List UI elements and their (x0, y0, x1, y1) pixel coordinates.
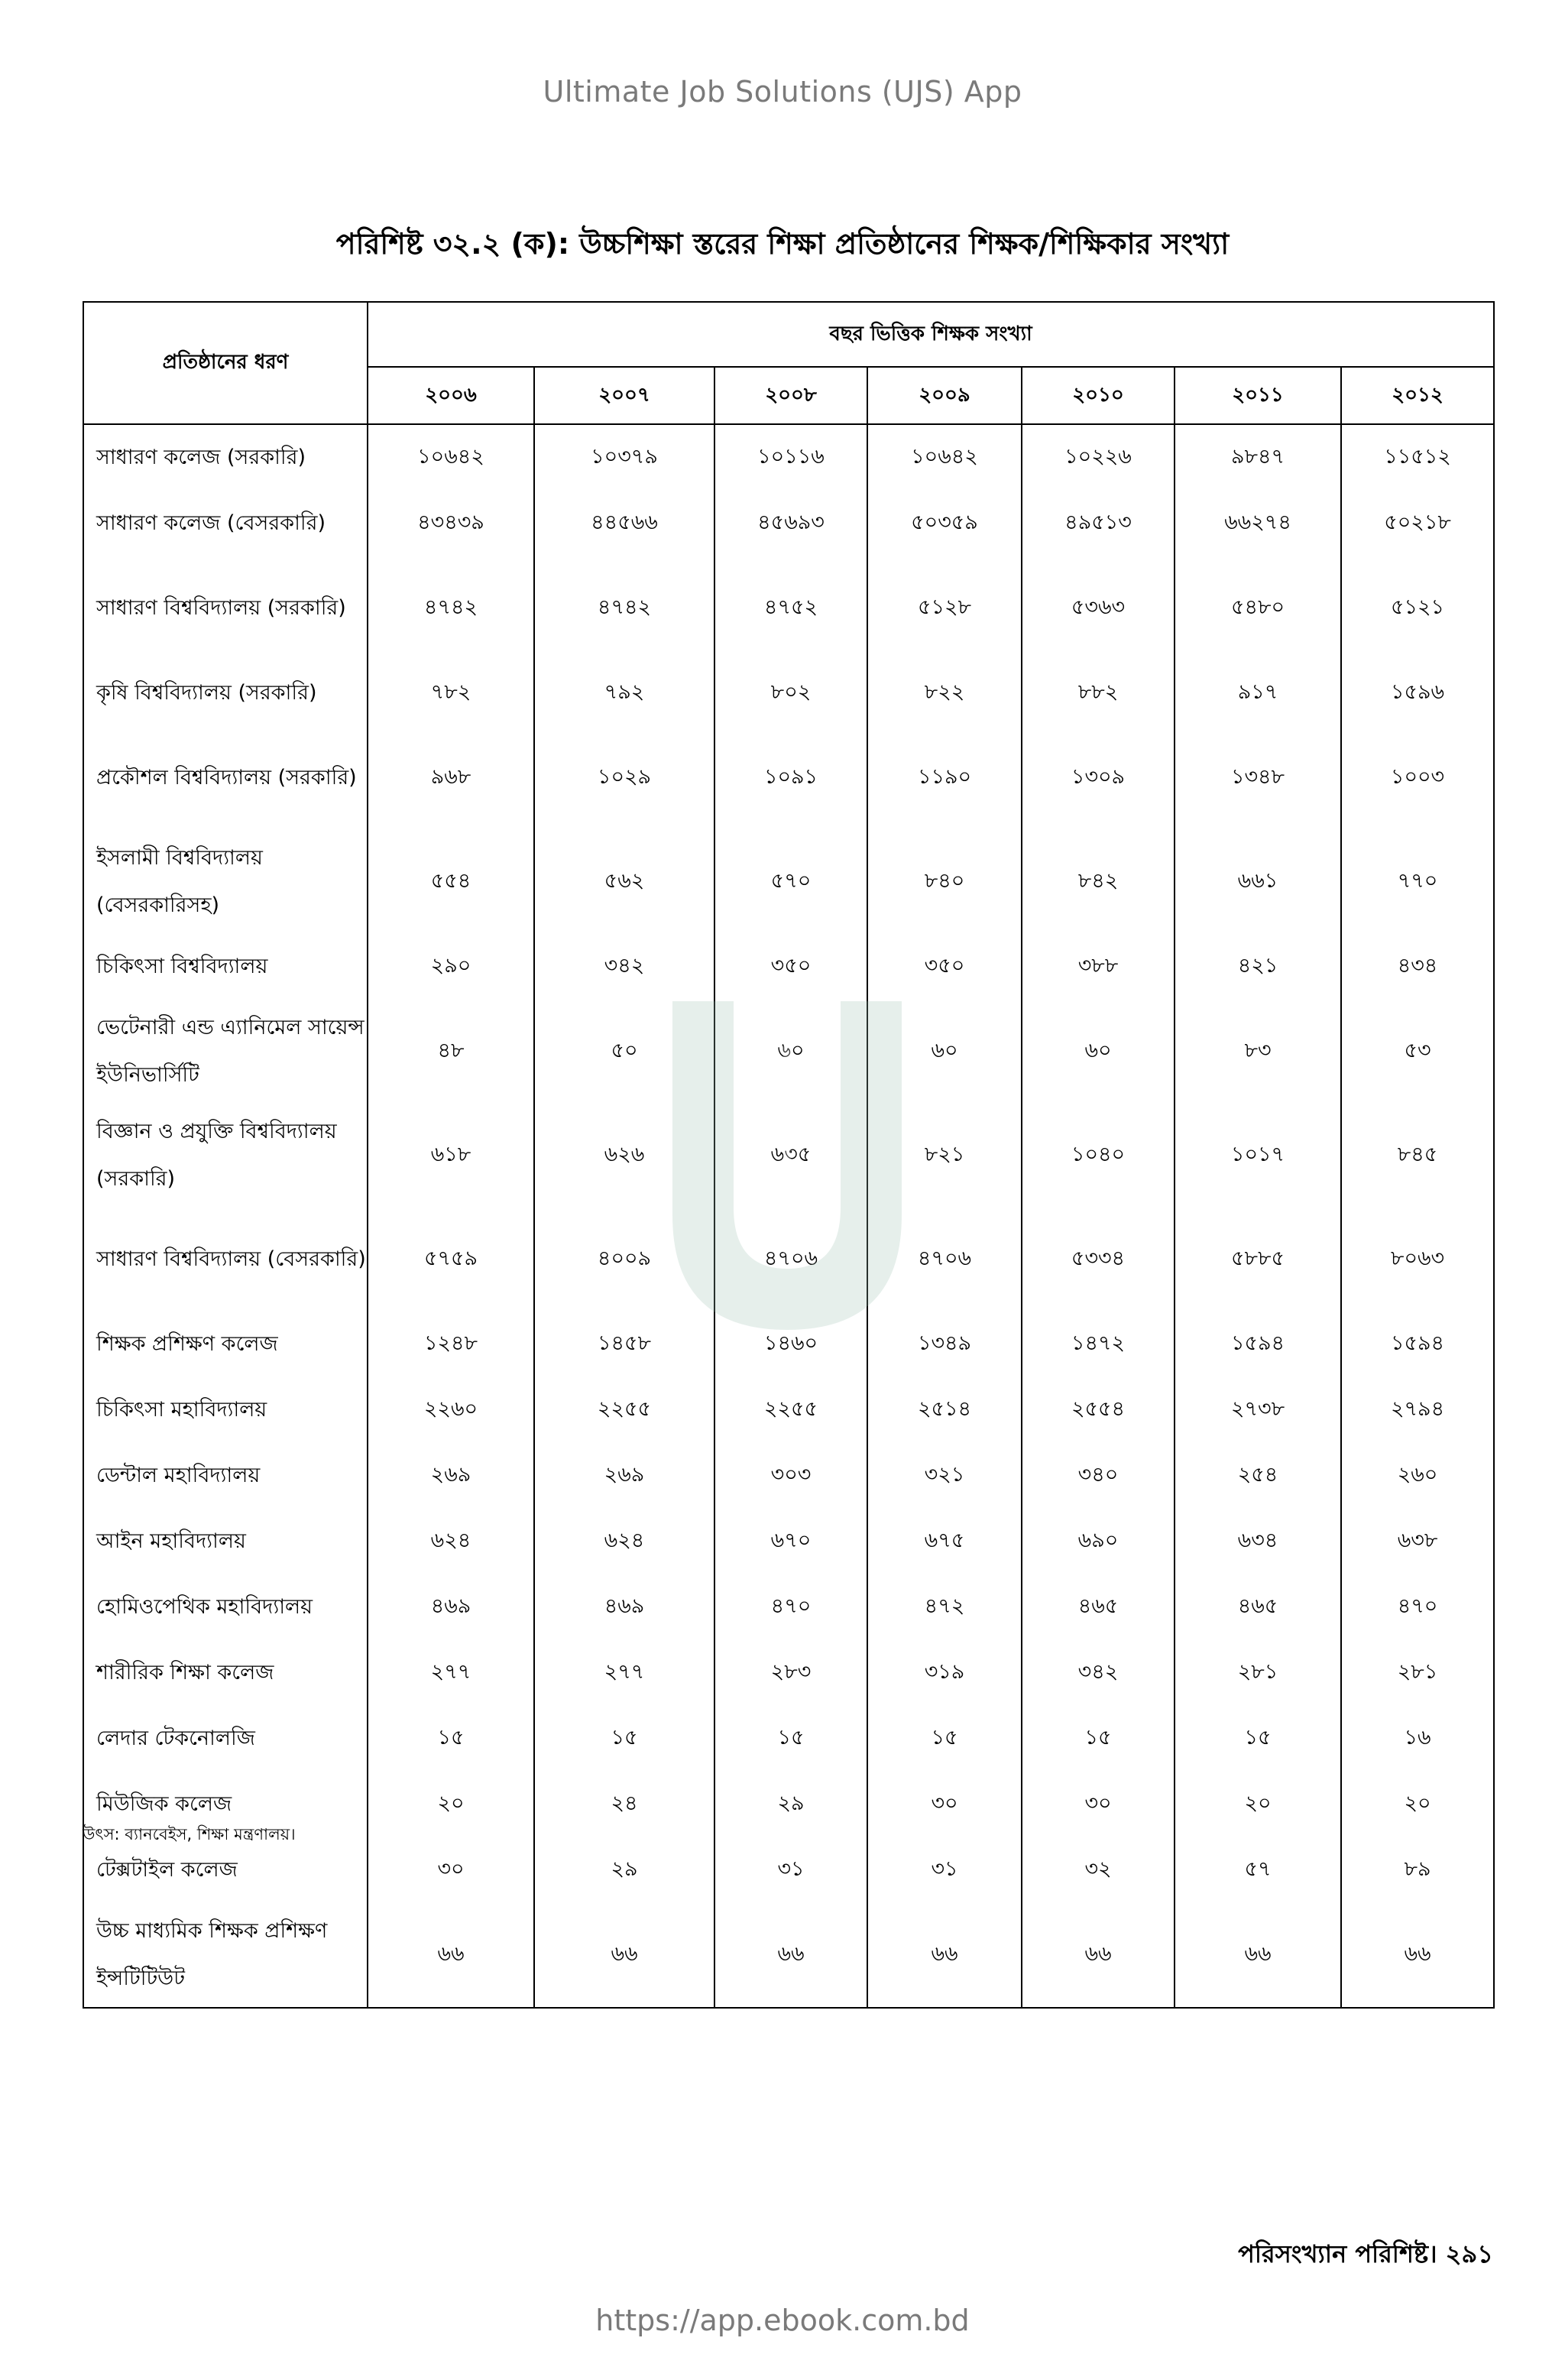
teacher-count-cell: ৪৭০৬ (867, 1208, 1022, 1312)
teacher-count-cell: ৫৭৫৯ (368, 1208, 534, 1312)
teacher-count-cell: ৪৭২ (867, 1574, 1022, 1640)
teacher-count-cell: ৪৪৫৬৬ (534, 491, 714, 556)
teacher-count-cell: ৩০৩ (714, 1443, 867, 1509)
teacher-count-cell: ৪৬৫ (1022, 1574, 1175, 1640)
teacher-count-cell: ৩১৯ (867, 1640, 1022, 1706)
table-row (83, 1706, 1494, 1772)
teacher-count-cell: ৬০ (867, 1000, 1022, 1104)
institution-name: ভেটেনারী এন্ড এ্যানিমেল সায়েন্স ইউনিভার্সিটি (83, 1000, 368, 1104)
institution-name: উচ্চ মাধ্যমিক শিক্ষক প্রশিক্ষণ ইন্সটিটিউট (83, 1903, 368, 2008)
table-row (83, 726, 1494, 830)
teacher-count-cell: ৮৮২ (1022, 660, 1175, 726)
teacher-count-cell: ৩০ (1022, 1772, 1175, 1837)
teacher-count-cell: ২৮১ (1175, 1640, 1341, 1706)
teacher-count-cell: ৩০ (368, 1837, 534, 1903)
teacher-count-cell: ৬৭০ (714, 1509, 867, 1574)
teacher-count-cell: ৬৬ (1022, 1903, 1175, 2008)
teacher-count-cell: ৯১৭ (1175, 660, 1341, 726)
teacher-count-cell: ৭৮২ (368, 660, 534, 726)
teacher-count-cell: ৫১২৮ (867, 556, 1022, 660)
teacher-count-cell: ৬৬ (714, 1903, 867, 2008)
teacher-count-cell: ৮০২ (714, 660, 867, 726)
year-header: ২০১২ (1341, 367, 1494, 424)
teacher-count-cell: ২০ (1175, 1772, 1341, 1837)
teacher-count-cell: ৩১ (867, 1837, 1022, 1903)
table-row (83, 1377, 1494, 1443)
institution-name: হোমিওপেথিক মহাবিদ্যালয় (83, 1574, 368, 1640)
teacher-count-cell: ২৭৩৮ (1175, 1377, 1341, 1443)
teacher-count-cell: ৬৬ (368, 1903, 534, 2008)
teacher-count-cell: ১১৫১২ (1341, 424, 1494, 491)
table-row (83, 1903, 1494, 2008)
teacher-count-cell: ৩৪২ (534, 934, 714, 1000)
institution-name: আইন মহাবিদ্যালয় (83, 1509, 368, 1574)
teacher-count-cell: ৬৯০ (1022, 1509, 1175, 1574)
teacher-count-cell: ৪০০৯ (534, 1208, 714, 1312)
institution-name: বিজ্ঞান ও প্রযুক্তি বিশ্ববিদ্যালয় (সরকারি) (83, 1104, 368, 1208)
table-row (83, 1208, 1494, 1312)
teacher-count-cell: ৬৬২৭৪ (1175, 491, 1341, 556)
teacher-count-cell: ৬৬ (1341, 1903, 1494, 2008)
teacher-count-cell: ৬৬ (1175, 1903, 1341, 2008)
teacher-count-cell: ৮২২ (867, 660, 1022, 726)
teacher-count-cell: ৬৭৫ (867, 1509, 1022, 1574)
teacher-count-cell: ৪৭৪২ (368, 556, 534, 660)
teacher-count-cell: ৮৪২ (1022, 830, 1175, 934)
teacher-count-cell: ৪৩৪ (1341, 934, 1494, 1000)
teacher-count-cell: ১২৪৮ (368, 1312, 534, 1377)
teacher-count-cell: ১৫৯৬ (1341, 660, 1494, 726)
teacher-count-cell: ১০৪০ (1022, 1104, 1175, 1208)
teacher-count-cell: ৪৬৯ (368, 1574, 534, 1640)
teacher-count-cell: ৬৩৫ (714, 1104, 867, 1208)
teacher-count-cell: ১৫ (867, 1706, 1022, 1772)
page-title: পরিশিষ্ট ৩২.২ (ক): উচ্চশিক্ষা স্তরের শিক্ষা প্রতিষ্ঠানের শিক্ষক/শিক্ষিকার সংখ্যা (335, 227, 1230, 261)
teacher-count-cell: ২৫৫৪ (1022, 1377, 1175, 1443)
footer-url: https://app.ebook.com.bd (595, 2304, 970, 2337)
teacher-count-cell: ২২৬০ (368, 1377, 534, 1443)
teacher-count-cell: ৪৫৬৯৩ (714, 491, 867, 556)
table-row (83, 424, 1494, 491)
teacher-count-cell: ২৯০ (368, 934, 534, 1000)
teacher-count-cell: ৬৩৪ (1175, 1509, 1341, 1574)
teacher-count-cell: ২৭৭ (368, 1640, 534, 1706)
teacher-count-cell: ৩০ (867, 1772, 1022, 1837)
teacher-count-cell: ২৬৯ (534, 1443, 714, 1509)
teacher-count-cell: ২৫১৪ (867, 1377, 1022, 1443)
table-row (83, 1574, 1494, 1640)
table-row (83, 1640, 1494, 1706)
year-group-header: বছর ভিত্তিক শিক্ষক সংখ্যা (368, 302, 1494, 367)
institution-name: টেক্সটাইল কলেজ (83, 1837, 368, 1903)
teacher-count-cell: ৭৭০ (1341, 830, 1494, 934)
teacher-count-cell: ৬৩৮ (1341, 1509, 1494, 1574)
teacher-count-cell: ৭৯২ (534, 660, 714, 726)
teacher-count-cell: ১৫ (534, 1706, 714, 1772)
teacher-count-cell: ৪৭০৬ (714, 1208, 867, 1312)
teacher-count-cell: ১৪৫৮ (534, 1312, 714, 1377)
teacher-count-cell: ৫৩৬৩ (1022, 556, 1175, 660)
teacher-count-cell: ৮৯ (1341, 1837, 1494, 1903)
teacher-count-cell: ১০১৭ (1175, 1104, 1341, 1208)
teacher-count-cell: ৩৪২ (1022, 1640, 1175, 1706)
teacher-count-cell: ১১৯০ (867, 726, 1022, 830)
table-row (83, 660, 1494, 726)
table-row (83, 830, 1494, 934)
teacher-count-cell: ৪৩৪৩৯ (368, 491, 534, 556)
table-row (83, 1509, 1494, 1574)
table-row (83, 1312, 1494, 1377)
teacher-count-cell: ৫০ (534, 1000, 714, 1104)
teacher-count-cell: ১৪৬০ (714, 1312, 867, 1377)
teacher-count-cell: ১৫ (368, 1706, 534, 1772)
teacher-count-cell: ২৮৩ (714, 1640, 867, 1706)
teacher-count-cell: ২৫৪ (1175, 1443, 1341, 1509)
teacher-count-cell: ১০৬৪২ (867, 424, 1022, 491)
teacher-count-cell: ৫৮৮৫ (1175, 1208, 1341, 1312)
teacher-count-cell: ৩৫০ (867, 934, 1022, 1000)
institution-name: সাধারণ বিশ্ববিদ্যালয় (বেসরকারি) (83, 1208, 368, 1312)
institution-name: চিকিৎসা বিশ্ববিদ্যালয় (83, 934, 368, 1000)
teacher-count-cell: ১৩৪৯ (867, 1312, 1022, 1377)
teacher-count-cell: ২০ (368, 1772, 534, 1837)
teacher-count-cell: ৩১ (714, 1837, 867, 1903)
institution-name: মিউজিক কলেজ (83, 1772, 368, 1837)
year-header: ২০০৭ (534, 367, 714, 424)
teacher-count-cell: ৩৪০ (1022, 1443, 1175, 1509)
teacher-count-cell: ১০৯১ (714, 726, 867, 830)
teacher-count-cell: ১৫ (1175, 1706, 1341, 1772)
teacher-count-cell: ৫৭০ (714, 830, 867, 934)
teacher-count-cell: ৮০৬৩ (1341, 1208, 1494, 1312)
teacher-count-cell: ৩২১ (867, 1443, 1022, 1509)
teacher-count-cell: ৫৬২ (534, 830, 714, 934)
institution-name: শারীরিক শিক্ষা কলেজ (83, 1640, 368, 1706)
teacher-count-cell: ৫৩ (1341, 1000, 1494, 1104)
table-row (83, 1000, 1494, 1104)
teacher-count-cell: ২৬০ (1341, 1443, 1494, 1509)
teacher-count-cell: ৯৬৮ (368, 726, 534, 830)
page-footer: পরিসংখ্যান পরিশিষ্ট। ২৯১ (1238, 2239, 1493, 2268)
teacher-count-cell: ৫৭ (1175, 1837, 1341, 1903)
teacher-count-cell: ৩৮৮ (1022, 934, 1175, 1000)
year-header: ২০১০ (1022, 367, 1175, 424)
teacher-count-cell: ৫০৩৫৯ (867, 491, 1022, 556)
year-header: ২০০৬ (368, 367, 534, 424)
teacher-count-cell: ৪৭৪২ (534, 556, 714, 660)
institution-name: কৃষি বিশ্ববিদ্যালয় (সরকারি) (83, 660, 368, 726)
institution-name: ইসলামী বিশ্ববিদ্যালয় (বেসরকারিসহ) (83, 830, 368, 934)
teacher-count-cell: ১৩০৯ (1022, 726, 1175, 830)
teacher-count-cell: ২৪ (534, 1772, 714, 1837)
teacher-count-cell: ৪৭০ (1341, 1574, 1494, 1640)
teacher-count-cell: ২৯ (534, 1837, 714, 1903)
year-header: ২০১১ (1175, 367, 1341, 424)
table-row (83, 1443, 1494, 1509)
teacher-count-cell: ২৭৯৪ (1341, 1377, 1494, 1443)
teacher-count-cell: ৮৩ (1175, 1000, 1341, 1104)
teacher-count-cell: ৬২৪ (534, 1509, 714, 1574)
institution-name: শিক্ষক প্রশিক্ষণ কলেজ (83, 1312, 368, 1377)
teacher-count-cell: ১০২২৬ (1022, 424, 1175, 491)
source-note: উৎস: ব্যানবেইস, শিক্ষা মন্ত্রণালয়। (83, 1825, 296, 1843)
teacher-count-cell: ৩২ (1022, 1837, 1175, 1903)
teacher-count-cell: ২২৫৫ (534, 1377, 714, 1443)
teacher-count-cell: ২৮১ (1341, 1640, 1494, 1706)
teacher-count-cell: ৬৬১ (1175, 830, 1341, 934)
teacher-count-cell: ৫৪৮০ (1175, 556, 1341, 660)
table-row (83, 934, 1494, 1000)
teacher-count-cell: ১৫৯৪ (1175, 1312, 1341, 1377)
teacher-count-cell: ২২৫৫ (714, 1377, 867, 1443)
teacher-count-cell: ৫৫৪ (368, 830, 534, 934)
teacher-count-cell: ১৬ (1341, 1706, 1494, 1772)
year-header: ২০০৯ (867, 367, 1022, 424)
teacher-count-cell: ৮৪৫ (1341, 1104, 1494, 1208)
teacher-count-cell: ১৫ (714, 1706, 867, 1772)
teacher-count-cell: ১৩৪৮ (1175, 726, 1341, 830)
teacher-count-cell: ১৫৯৪ (1341, 1312, 1494, 1377)
teacher-count-cell: ৫১২১ (1341, 556, 1494, 660)
institution-name: সাধারণ কলেজ (সরকারি) (83, 424, 368, 491)
institution-name: সাধারণ বিশ্ববিদ্যালয় (সরকারি) (83, 556, 368, 660)
app-header: Ultimate Job Solutions (UJS) App (543, 75, 1022, 109)
teacher-count-cell: ৬৬ (867, 1903, 1022, 2008)
teacher-count-cell: ২৭৭ (534, 1640, 714, 1706)
teacher-count-cell: ৫০২১৮ (1341, 491, 1494, 556)
teacher-count-cell: ৮৪০ (867, 830, 1022, 934)
institution-name: লেদার টেকনোলজি (83, 1706, 368, 1772)
table-row (83, 1104, 1494, 1208)
teacher-count-cell: ৪৬৯ (534, 1574, 714, 1640)
teacher-count-cell: ৪৬৫ (1175, 1574, 1341, 1640)
teacher-count-cell: ৪৯৫১৩ (1022, 491, 1175, 556)
teacher-count-table (83, 301, 1495, 2009)
institution-name: চিকিৎসা মহাবিদ্যালয় (83, 1377, 368, 1443)
teacher-count-cell: ৬১৮ (368, 1104, 534, 1208)
teacher-count-cell: ১০২৯ (534, 726, 714, 830)
teacher-count-cell: ১৫ (1022, 1706, 1175, 1772)
teacher-count-cell: ৬২৪ (368, 1509, 534, 1574)
teacher-count-cell: ২৬৯ (368, 1443, 534, 1509)
teacher-count-cell: ৬২৬ (534, 1104, 714, 1208)
teacher-count-cell: ২০ (1341, 1772, 1494, 1837)
table-row (83, 556, 1494, 660)
teacher-count-cell: ৩৫০ (714, 934, 867, 1000)
institution-name: প্রকৌশল বিশ্ববিদ্যালয় (সরকারি) (83, 726, 368, 830)
teacher-count-cell: ৬০ (714, 1000, 867, 1104)
teacher-count-cell: ৪২১ (1175, 934, 1341, 1000)
year-header: ২০০৮ (714, 367, 867, 424)
teacher-count-cell: ৬৬ (534, 1903, 714, 2008)
teacher-count-cell: ৪৭০ (714, 1574, 867, 1640)
teacher-count-cell: ৯৮৪৭ (1175, 424, 1341, 491)
teacher-count-cell: ২৯ (714, 1772, 867, 1837)
institution-type-header: প্রতিষ্ঠানের ধরণ (83, 302, 368, 424)
institution-name: ডেন্টাল মহাবিদ্যালয় (83, 1443, 368, 1509)
teacher-count-cell: ৪৭৫২ (714, 556, 867, 660)
table-row (83, 491, 1494, 556)
teacher-count-cell: ১৪৭২ (1022, 1312, 1175, 1377)
teacher-count-cell: ১০৬৪২ (368, 424, 534, 491)
teacher-count-cell: ৮২১ (867, 1104, 1022, 1208)
teacher-count-cell: ১০৩৭৯ (534, 424, 714, 491)
teacher-count-cell: ১০১১৬ (714, 424, 867, 491)
teacher-count-cell: ১০০৩ (1341, 726, 1494, 830)
teacher-count-cell: ৪৮ (368, 1000, 534, 1104)
teacher-count-cell: ৬০ (1022, 1000, 1175, 1104)
teacher-count-cell: ৫৩৩৪ (1022, 1208, 1175, 1312)
institution-name: সাধারণ কলেজ (বেসরকারি) (83, 491, 368, 556)
